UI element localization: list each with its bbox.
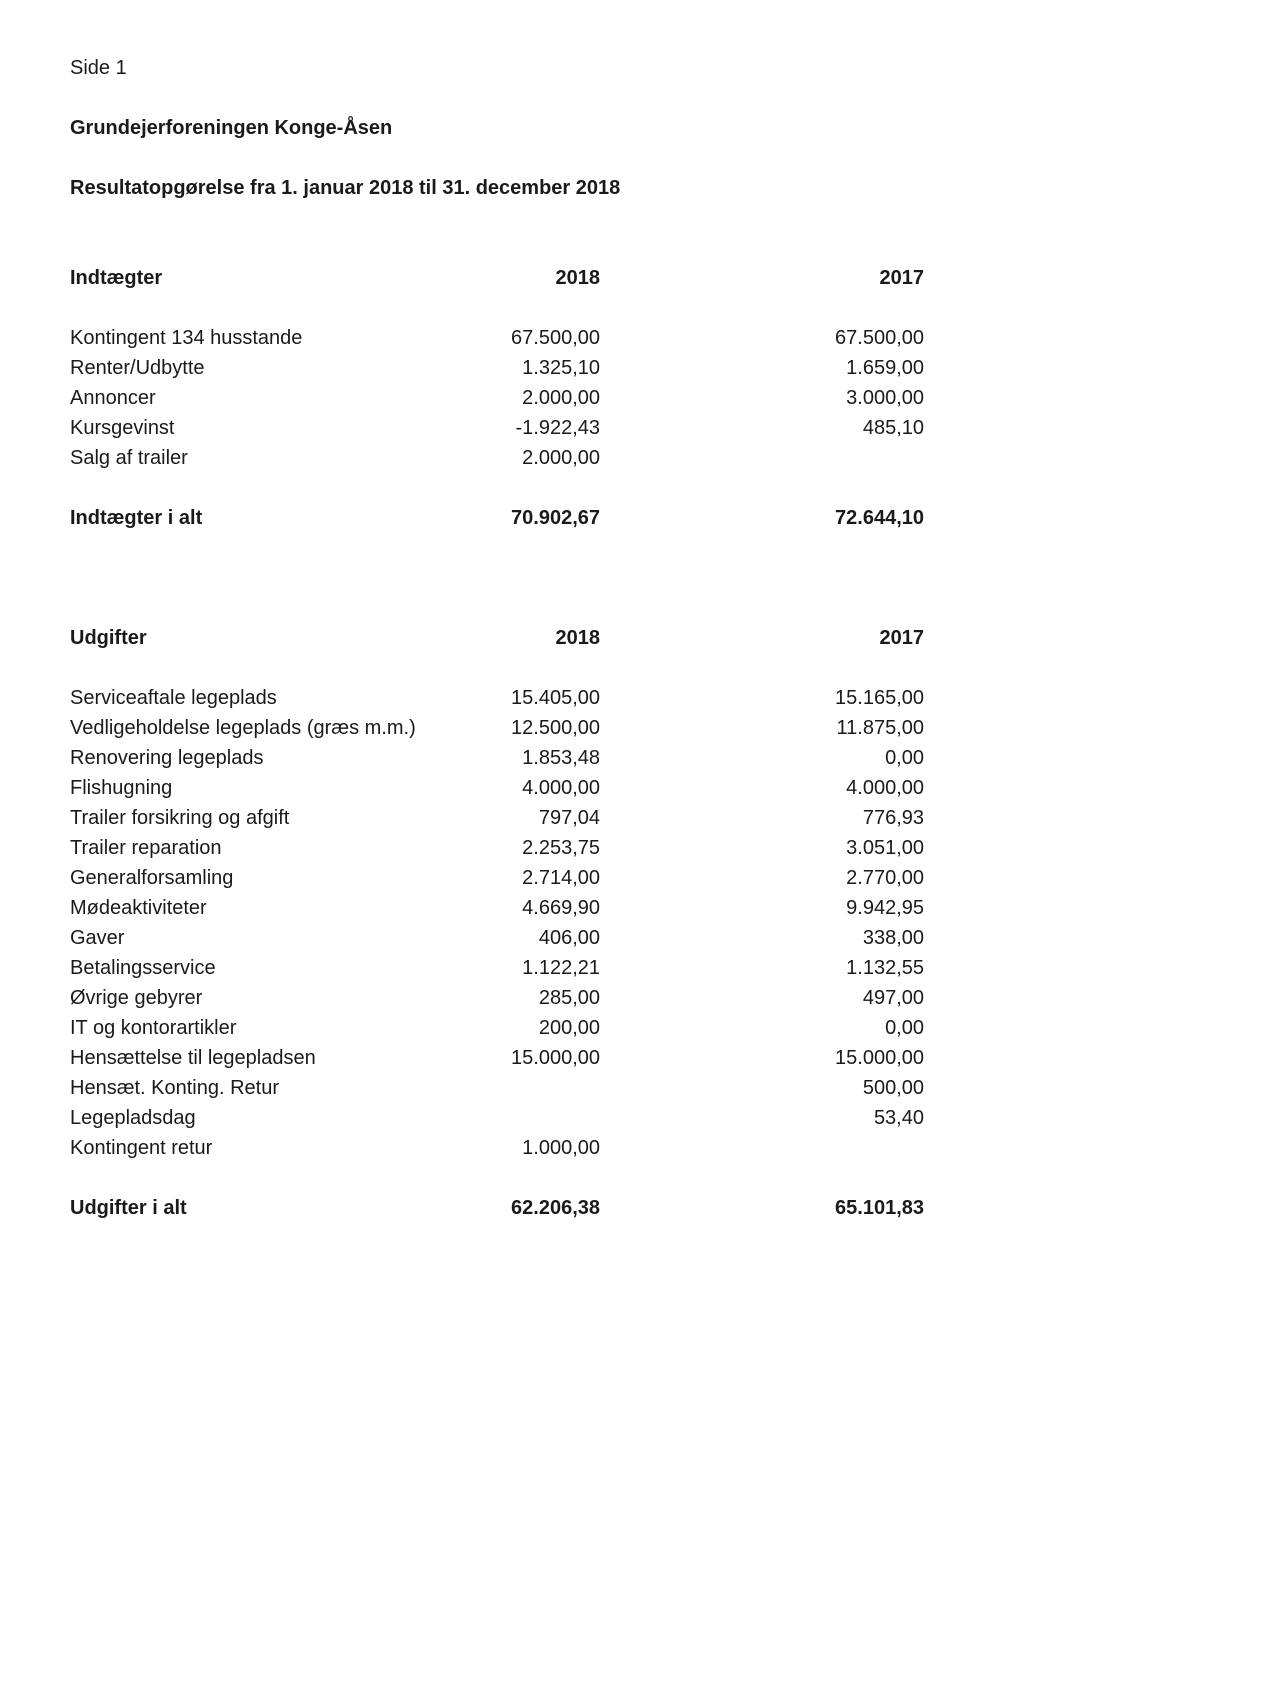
income-col-2018: 2018 — [555, 267, 600, 289]
expense-row-2018: 2.714,00 — [522, 867, 600, 889]
expense-row-2017: 53,40 — [873, 1107, 924, 1129]
income-row-label: Renter/Udbytte — [70, 357, 205, 379]
expense-row-label: Trailer reparation — [70, 837, 222, 859]
expense-row-label: Betalingsservice — [70, 957, 216, 979]
income-row-2018: -1.922,43 — [515, 417, 600, 439]
expense-row-2018: 200,00 — [538, 1017, 600, 1039]
expense-row-2018: 15.000,00 — [511, 1047, 600, 1069]
expense-row-label: Flishugning — [70, 777, 173, 799]
income-total-2017: 72.644,10 — [835, 507, 924, 529]
expense-row-2017: 0,00 — [885, 747, 924, 769]
expense-row-2018: 15.405,00 — [511, 687, 600, 709]
organization-name: Grundejerforeningen Konge-Åsen — [70, 117, 393, 139]
income-row-2017: 1.659,00 — [846, 357, 924, 379]
page-label: Side 1 — [70, 57, 127, 79]
expense-row-2018: 1.000,00 — [522, 1137, 600, 1159]
income-row-2017: 485,10 — [862, 417, 924, 439]
expense-row-label: Mødeaktiviteter — [70, 897, 207, 919]
expenses-total-2017: 65.101,83 — [835, 1197, 924, 1219]
income-row-2018: 2.000,00 — [522, 387, 600, 409]
expense-row-label: Serviceaftale legeplads — [70, 687, 277, 709]
expense-row-2017: 776,93 — [862, 807, 924, 829]
expense-row-label: Generalforsamling — [70, 867, 234, 889]
income-row-2017: 3.000,00 — [846, 387, 924, 409]
expenses-total-label: Udgifter i alt — [70, 1197, 187, 1219]
expense-row-label: Kontingent retur — [70, 1137, 213, 1159]
expense-row-2017: 0,00 — [885, 1017, 924, 1039]
expense-row-label: Gaver — [70, 927, 125, 949]
expense-row-2018: 4.000,00 — [522, 777, 600, 799]
expense-row-2018: 12.500,00 — [511, 717, 600, 739]
expense-row-2018: 4.669,90 — [522, 897, 600, 919]
expense-row-2018: 406,00 — [538, 927, 600, 949]
expense-row-2017: 500,00 — [862, 1077, 924, 1099]
expense-row-label: Hensæt. Konting. Retur — [70, 1077, 279, 1099]
expense-row-2018: 285,00 — [538, 987, 600, 1009]
expense-row-2017: 2.770,00 — [846, 867, 924, 889]
expense-row-label: Renovering legeplads — [70, 747, 264, 769]
income-row-2018: 1.325,10 — [522, 357, 600, 379]
statement-title: Resultatopgørelse fra 1. januar 2018 til 31. december 2018 — [70, 177, 621, 199]
expense-row-2018: 2.253,75 — [522, 837, 600, 859]
income-row-2017: 67.500,00 — [835, 327, 924, 349]
income-row-label: Salg af trailer — [70, 447, 188, 469]
expense-row-label: Øvrige gebyrer — [70, 987, 203, 1009]
expense-row-2017: 497,00 — [862, 987, 924, 1009]
income-row-2018: 2.000,00 — [522, 447, 600, 469]
income-heading: Indtægter — [70, 267, 163, 289]
expense-row-label: Hensættelse til legepladsen — [70, 1047, 316, 1069]
expense-row-2017: 11.875,00 — [836, 717, 924, 739]
expenses-total-2018: 62.206,38 — [511, 1197, 600, 1219]
expense-row-label: Legepladsdag — [70, 1107, 196, 1129]
expense-row-2017: 4.000,00 — [846, 777, 924, 799]
expenses-col-2017: 2017 — [879, 627, 924, 649]
income-total-2018: 70.902,67 — [511, 507, 600, 529]
income-row-2018: 67.500,00 — [511, 327, 600, 349]
expense-row-2017: 1.132,55 — [846, 957, 924, 979]
expense-row-label: Trailer forsikring og afgift — [70, 807, 290, 829]
expense-row-2017: 15.165,00 — [835, 687, 924, 709]
income-row-label: Annoncer — [70, 387, 156, 409]
expenses-heading: Udgifter — [70, 627, 147, 649]
expense-row-2018: 797,04 — [538, 807, 600, 829]
income-total-label: Indtægter i alt — [70, 507, 203, 529]
expense-row-label: IT og kontorartikler — [70, 1017, 237, 1039]
income-row-label: Kontingent 134 husstande — [70, 327, 303, 349]
expense-row-2018: 1.122,21 — [522, 957, 600, 979]
expense-row-2017: 9.942,95 — [846, 897, 924, 919]
expense-row-2017: 338,00 — [862, 927, 924, 949]
income-row-label: Kursgevinst — [70, 417, 175, 439]
expense-row-label: Vedligeholdelse legeplads (græs m.m.) — [70, 717, 416, 739]
expense-row-2018: 1.853,48 — [522, 747, 600, 769]
expense-row-2017: 3.051,00 — [846, 837, 924, 859]
expense-row-2017: 15.000,00 — [835, 1047, 924, 1069]
income-col-2017: 2017 — [879, 267, 924, 289]
expenses-col-2018: 2018 — [555, 627, 600, 649]
